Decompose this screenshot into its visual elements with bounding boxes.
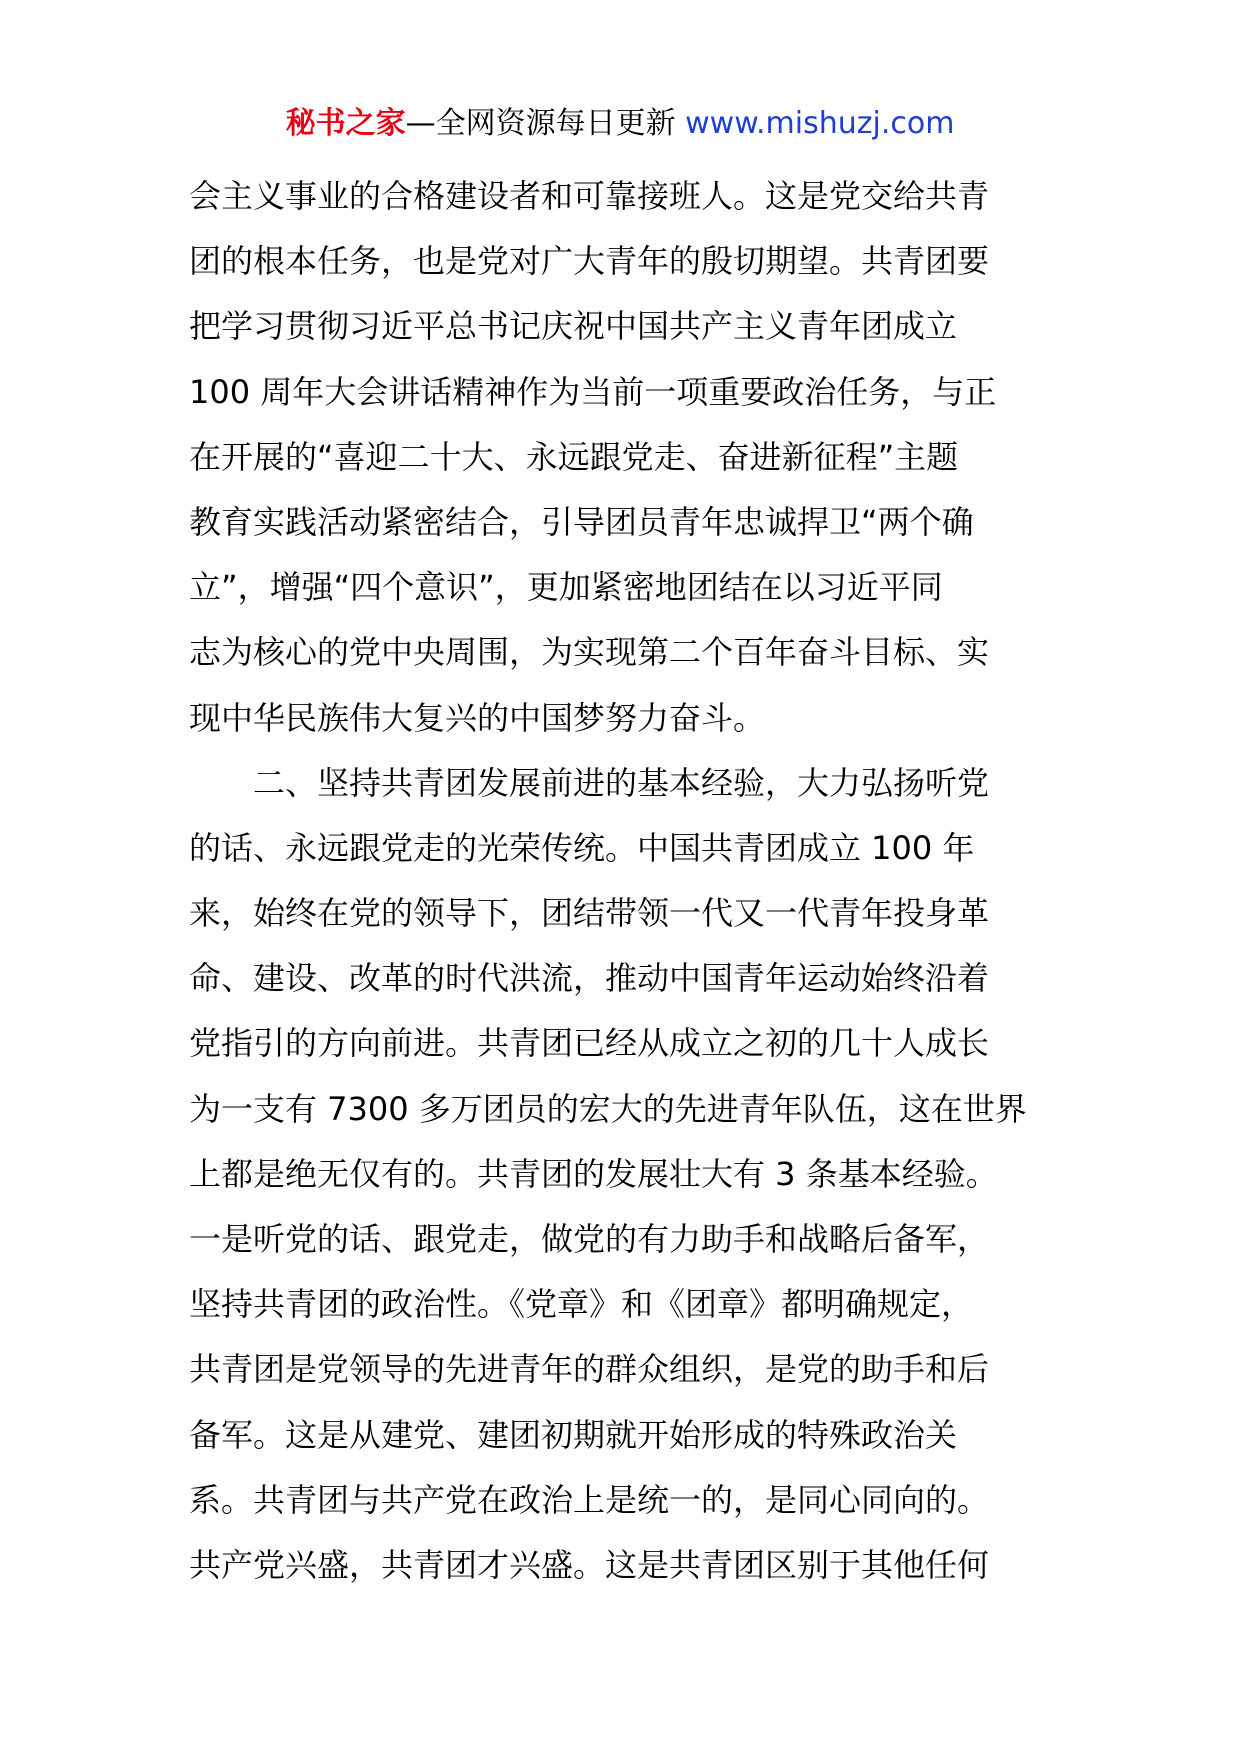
text-line: 命、建设、改革的时代洪流，推动中国青年运动始终沿着 [189, 959, 990, 998]
page-header [0, 104, 1240, 144]
text-line: 为一支有 7300 多万团员的宏大的先进青年队伍，这在世界 [189, 1089, 1027, 1128]
text-line: 来，始终在党的领导下，团结带领一代又一代青年投身革 [189, 894, 990, 933]
text-line: 团的根本任务，也是党对广大青年的殷切期望。共青团要 [189, 242, 990, 281]
text-line: 共青团是党领导的先进青年的群众组织，是党的助手和后 [189, 1350, 990, 1389]
site-url-link[interactable]: www.mishuzj.com [685, 106, 955, 141]
text-line: 会主义事业的合格建设者和可靠接班人。这是党交给共青 [189, 177, 990, 215]
text-line: 坚持共青团的政治性。《党章》和《团章》都明确规定， [189, 1285, 974, 1324]
text-line: 系。共青团与共产党在政治上是统一的，是同心同向的。 [189, 1480, 990, 1519]
section-heading-line: 二、坚持共青团发展前进的基本经验，大力弘扬听党 [253, 763, 990, 802]
text-line: 备军。这是从建党、建团初期就开始形成的特殊政治关 [189, 1415, 958, 1454]
text-line: 党指引的方向前进。共青团已经从成立之初的几十人成长 [189, 1024, 990, 1063]
text-line: 立”，增强“四个意识”，更加紧密地团结在以习近平同 [189, 568, 943, 607]
text-line: 共产党兴盛，共青团才兴盛。这是共青团区别于其他任何 [189, 1545, 990, 1584]
text-line: 上都是绝无仅有的。共青团的发展壮大有 3 条基本经验。 [189, 1154, 998, 1193]
text-line: 现中华民族伟大复兴的中国梦努力奋斗。 [189, 698, 766, 737]
text-line: 教育实践活动紧密结合，引导团员青年忠诚捍卫“两个确 [189, 502, 974, 541]
header-slogan: —全网资源每日更新 [405, 106, 676, 141]
brand-name: 秘书之家 [285, 106, 406, 141]
text-line: 100 周年大会讲话精神作为当前一项重要政治任务，与正 [189, 372, 997, 411]
text-line: 把学习贯彻习近平总书记庆祝中国共产主义青年团成立 [189, 307, 958, 346]
text-line: 一是听党的话、跟党走，做党的有力助手和战略后备军， [189, 1220, 990, 1258]
text-line: 志为核心的党中央周围，为实现第二个百年奋斗目标、实 [189, 633, 990, 672]
text-line: 的话、永远跟党走的光荣传统。中国共青团成立 100 年 [189, 828, 975, 867]
document-body [189, 164, 1059, 1598]
text-line: 在开展的“喜迎二十大、永远跟党走、奋进新征程”主题 [189, 437, 959, 476]
